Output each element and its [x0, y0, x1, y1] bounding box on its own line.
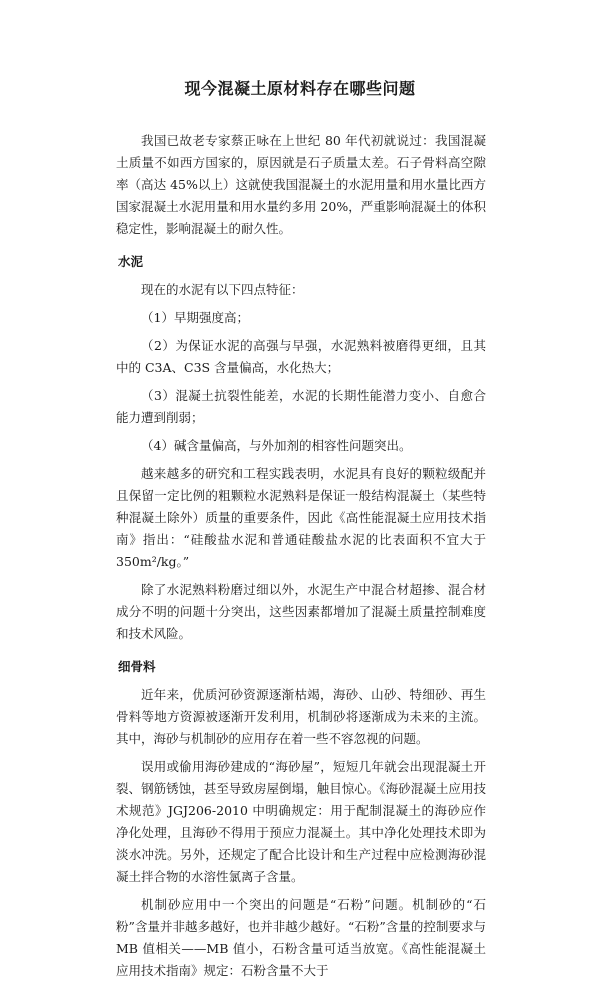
cement-paragraph-1: 越来越多的研究和工程实践表明，水泥具有良好的颗粒级配并且保留一定比例的粗颗粒水泥熟料是保证一般结构混凝土（某些特种混凝土除外）质量的重要条件，因此《高性能混凝土应用技术指南》指出：“硅酸盐水泥和普通硅酸盐水泥的比表面积不宜大于 350m²/kg。” [116, 466, 486, 569]
section-heading-cement: 水泥 [118, 254, 144, 269]
intro-paragraph: 我国已故老专家蔡正咏在上世纪 80 年代初就说过：我国混凝土质量不如西方国家的，原因就是石子质量太差。石子骨料高空隙率（高达 45%以上）这就使我国混凝土的水泥用量和用水量比西方国家混凝土水泥用量和用水量约多用 20%，严重影响混凝土的体积稳定性，影响混凝土的耐久性。 [116, 133, 486, 236]
cement-paragraph-2: 除了水泥熟料粉磨过细以外，水泥生产中混合材超掺、混合材成分不明的问题十分突出，这些因素都增加了混凝土质量控制难度和技术风险。 [116, 582, 486, 641]
cement-lead: 现在的水泥有以下四点特征： [141, 282, 304, 297]
cement-item-2: （2）为保证水泥的高强与早强，水泥熟料被磨得更细，且其中的 C3A、C3S 含量偏高，水化热大； [116, 338, 486, 375]
fine-paragraph-1: 近年来，优质河砂资源逐渐枯竭，海砂、山砂、特细砂、再生骨料等地方资源被逐渐开发利用，机制砂将逐渐成为未来的主流。其中，海砂与机制砂的应用存在着一些不容忽视的问题。 [116, 687, 486, 746]
article-body [116, 130, 486, 982]
fine-paragraph-2: 误用或偷用海砂建成的“海砂屋”，短短几年就会出现混凝土开裂、钢筋锈蚀，甚至导致房屋倒塌，触目惊心。《海砂混凝土应用技术规范》JGJ206-2010 中明确规定：用于配制混凝土的海砂应作净化处理，且海砂不得用于预应力混凝土。其中净化处理技术即为淡水冲洗。另外，还规定了配合比设计和生产过程中应检测海砂混凝土拌合物的水溶性氯离子含量。 [116, 759, 486, 884]
cement-item-1: （1）早期强度高； [141, 310, 249, 325]
cement-item-3: （3）混凝土抗裂性能差，水泥的长期性能潜力变小、自愈合能力遭到削弱； [116, 388, 486, 425]
cement-item-4: （4）碱含量偏高，与外加剂的相容性问题突出。 [141, 438, 412, 453]
section-heading-fine-aggregate: 细骨料 [118, 659, 156, 674]
page-title: 现今混凝土原材料存在哪些问题 [184, 79, 416, 98]
fine-paragraph-3: 机制砂应用中一个突出的问题是“石粉”问题。机制砂的“石粉”含量并非越多越好，也并非越少越好。“石粉”含量的控制要求与 MB 值相关——MB 值小，石粉含量可适当放宽。《高性能混凝土应用技术指南》规定：石粉含量不大于 [116, 897, 486, 978]
